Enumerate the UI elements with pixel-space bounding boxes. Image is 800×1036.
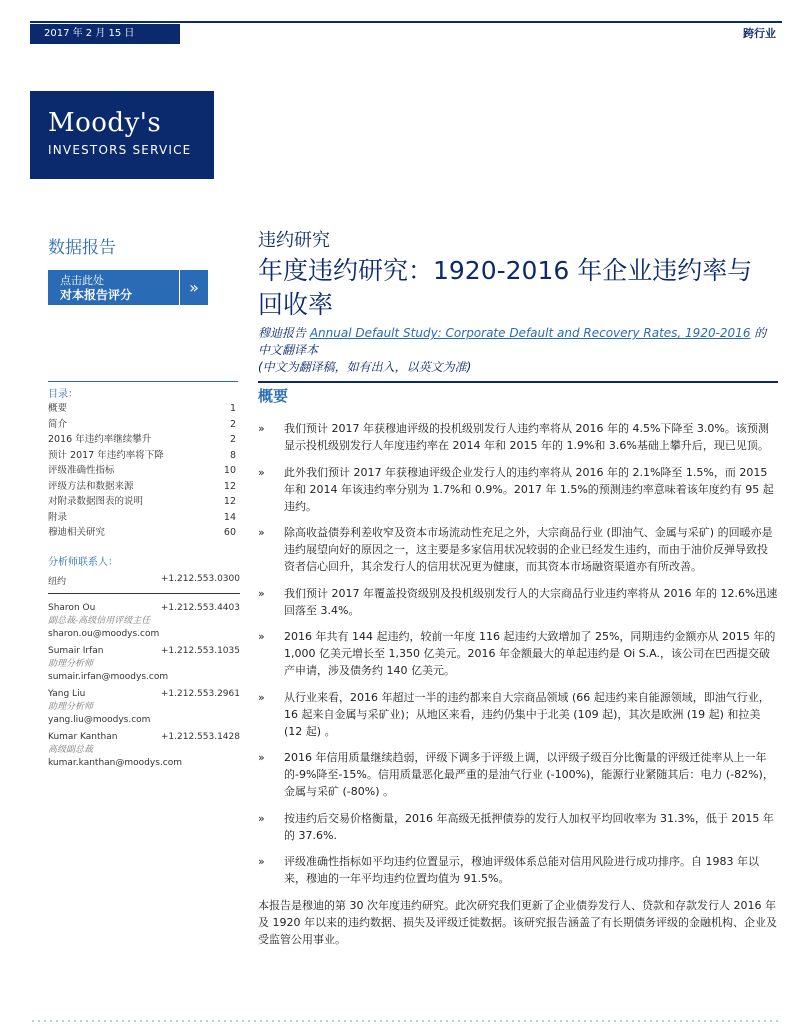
contact-email[interactable]: yang.liu@moodys.com [48, 715, 151, 725]
toc-title: 目录： [48, 389, 78, 400]
contact-phone: +1.212.553.1428 [160, 732, 240, 742]
toc-item[interactable] [48, 417, 236, 433]
toc-rule [48, 381, 238, 382]
toc-label: 对附录数据图表的说明 [48, 496, 144, 507]
bullet-icon: » [258, 586, 265, 600]
section-title: 概要 [258, 387, 289, 405]
toc-label: 简介 [48, 418, 68, 430]
toc-label: 2016 年违约率继续攀升 [48, 434, 152, 445]
toc-item[interactable] [48, 494, 236, 510]
bullet-icon: » [258, 690, 265, 704]
bullet-text: 我们预计 2017 年获穆迪评级的投机级别发行人违约率将从 2016 年的 4.5%下降至 3.0%。该预测显示投机级别发行人年度违约率在 2014 年和 2015 年的 1.9%和 3.6%基础上攀升后，现已见顶。 [284, 422, 769, 452]
bullet-text: 从行业来看，2016 年超过一半的违约都来自大宗商品领域 (66 起违约来自能源领域，即油气行业，16 起来自金属与采矿业)；从地区来看，违约仍集中于北美 (109 起)，其次是欧洲 (19 起) 和拉美 (12 起) 。 [284, 690, 770, 738]
toc-label: 穆迪相关研究 [48, 527, 106, 538]
list-item [258, 810, 778, 844]
outro-paragraph: 本报告是穆迪的第 30 次年度违约研究。此次研究我们更新了企业债券发行人、贷款和存款发行人 2016 年及 1920 年以来的违约数据、损失及评级迁徙数据。该研究报告涵盖了有长期债务评级的金融机构、企业及受监管公用事业。 [258, 898, 777, 946]
series-title: 违约研究 [258, 230, 330, 251]
toc-label: 评级方法和数据来源 [48, 480, 134, 492]
contact-role: 高级副总裁 [48, 745, 94, 755]
toc-label: 概要 [48, 403, 68, 414]
list-item [258, 853, 778, 887]
toc-item[interactable] [48, 432, 236, 448]
logo-subtitle: INVESTORS SERVICE [48, 143, 192, 157]
toc-label: 评级准确性指标 [48, 465, 115, 476]
translation-note: (中文为翻译稿，如有出入，以英文为准) [258, 360, 472, 374]
office-phone: +1.212.553.0300 [160, 574, 240, 584]
subtitle-prefix: 穆迪报告 [258, 326, 307, 340]
bullet-text: 评级准确性指标如平均违约位置显示，穆迪评级体系总能对信用风险进行成功排序。自 1983 年以来，穆迪的一年平均违约位置均值为 91.5%。 [284, 855, 759, 885]
rate-report-button[interactable] [48, 270, 208, 305]
contact-card [48, 602, 240, 641]
list-item [258, 689, 778, 740]
contact-role: 助理分析师 [48, 659, 94, 669]
list-item [258, 464, 778, 515]
list-item [258, 420, 778, 454]
cta-line1: 点击此处 [60, 274, 104, 287]
contact-name: Sharon Ou [48, 603, 96, 613]
toc-item[interactable] [48, 510, 236, 526]
table-of-contents [48, 401, 236, 541]
report-category: 跨行业 [743, 27, 776, 40]
toc-label: 附录 [48, 511, 68, 523]
subtitle [258, 325, 778, 376]
rate-report-label [60, 274, 132, 302]
bullet-text: 2016 年共有 144 起违约，较前一年度 116 起违约大致增加了 25%，同期违约金额亦从 2015 年的 1,000 亿美元增长至 1,350 亿美元。2016 年金额最大的单起违约是 Oi S.A.，该公司在巴西提交破产申请，涉及债务约 140 亿美元。 [284, 630, 776, 677]
contact-name: Kumar Kanthan [48, 732, 118, 742]
bullet-text: 2016 年信用质量继续趋弱，评级下调多于评级上调，以评级子级百分比衡量的评级迁徙率从上一年的-9%降至-15%。信用质量恶化最严重的是油气行业 (-100%)，能源行业紧随其后：电力 (-82%)，金属与采矿 (-80%) 。 [284, 751, 774, 798]
toc-page: 12 [223, 480, 236, 492]
contact-email[interactable]: sumair.irfan@moodys.com [48, 672, 169, 682]
toc-item[interactable] [48, 479, 236, 495]
contact-email[interactable]: kumar.kanthan@moodys.com [48, 758, 182, 768]
logo-wordmark: Moody's [48, 108, 162, 138]
cta-line2: 对本报告评分 [60, 288, 133, 302]
bullet-icon: » [258, 630, 265, 643]
page-title: 年度违约研究：1920-2016 年企业违约率与回收率 [258, 256, 753, 319]
section-rule [258, 381, 778, 383]
bullet-icon: » [258, 465, 265, 479]
contact-card [48, 645, 240, 684]
toc-item[interactable] [48, 448, 236, 464]
list-item [258, 749, 778, 800]
bullet-text: 除高收益债券利差收窄及资本市场流动性充足之外，大宗商品行业 (即油气、金属与采矿) 的回暖亦是违约展望向好的原因之一，这主要是多家信用状况较弱的企业已经发生违约，而由于油价反弹导致投资者信心回升，其余发行人的信用状况更为健康，而其资本市场融资渠道亦有所改善。 [284, 526, 773, 573]
contact-role: 副总裁-高级信用评级主任 [48, 616, 151, 626]
subtitle-suffix: 的中文翻译本 [258, 326, 767, 357]
contact-phone: +1.212.553.1035 [160, 646, 240, 656]
contact-role: 助理分析师 [48, 702, 94, 712]
header-rule [30, 21, 782, 23]
bullet-icon: » [258, 855, 265, 868]
list-item [258, 628, 778, 679]
summary-bullets [258, 420, 778, 948]
contact-email[interactable]: sharon.ou@moodys.com [48, 629, 160, 639]
contact-phone: +1.212.553.2961 [160, 689, 240, 699]
chevron-right-icon: » [179, 270, 208, 305]
contact-card [48, 731, 240, 770]
list-item [258, 524, 778, 575]
toc-page: 2 [229, 434, 236, 445]
toc-item[interactable] [48, 463, 236, 479]
bullet-text: 按违约后交易价格衡量，2016 年高级无抵押债券的发行人加权平均回收率为 31.3%，低于 2015 年的 37.6%. [284, 811, 774, 842]
list-item [258, 585, 778, 619]
toc-page: 60 [223, 527, 236, 538]
bullet-icon: » [258, 811, 265, 825]
contact-name: Sumair Irfan [48, 646, 104, 656]
toc-page: 14 [223, 511, 236, 523]
contact-name: Yang Liu [48, 689, 86, 699]
footer-dot-pattern [30, 1018, 782, 1024]
bullet-icon: » [258, 422, 265, 435]
analyst-contacts [48, 574, 240, 774]
toc-page: 2 [229, 418, 236, 430]
toc-page: 12 [223, 496, 236, 507]
report-type: 数据报告 [48, 238, 116, 258]
report-date: 2017 年 2 月 15 日 [30, 24, 180, 44]
bullet-icon: » [258, 751, 265, 764]
moodys-logo [30, 91, 214, 179]
toc-page: 1 [229, 403, 236, 414]
toc-label: 预计 2017 年违约率将下降 [48, 449, 164, 461]
office-location [48, 574, 240, 594]
office-city: 纽约 [48, 577, 67, 587]
toc-page: 10 [223, 465, 236, 476]
contacts-title: 分析师联系人： [48, 557, 118, 568]
bullet-icon: » [258, 526, 265, 539]
bullet-text: 我们预计 2017 年覆盖投资级别及投机级别发行人的大宗商品行业违约率将从 2016 年的 12.6%迅速回落至 3.4%。 [284, 586, 778, 617]
english-report-link[interactable]: Annual Default Study: Corporate Default and Recovery Rates, 1920-2016 [309, 326, 751, 340]
toc-item[interactable] [48, 525, 236, 541]
contact-card [48, 688, 240, 727]
bullet-text: 此外我们预计 2017 年获穆迪评级企业发行人的违约率将从 2016 年的 2.1%降至 1.5%，而 2015 年和 2014 年该违约率分别为 1.7%和 0.9%。2017 年 1.5%的预测违约率意味着该年度约有 95 起违约。 [284, 465, 774, 513]
contact-phone: +1.212.553.4403 [160, 603, 240, 613]
toc-item[interactable] [48, 401, 236, 417]
toc-page: 8 [229, 449, 236, 461]
